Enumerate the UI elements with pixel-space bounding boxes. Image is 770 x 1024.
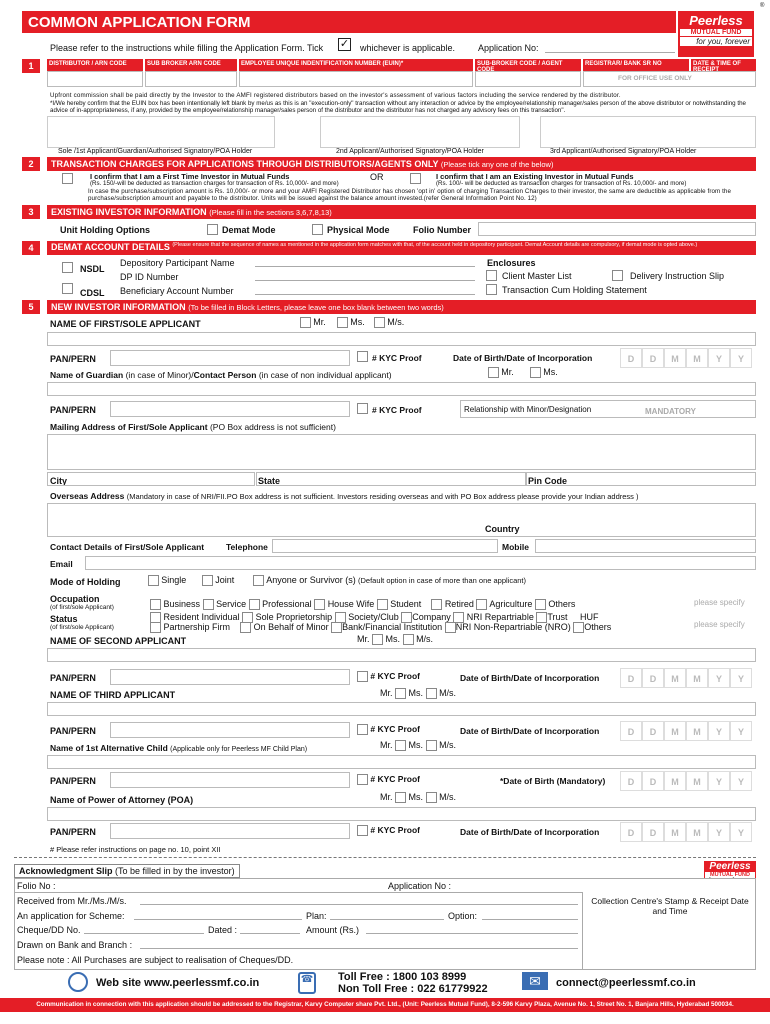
- logo-block: [678, 11, 754, 57]
- ack-dated: Dated :: [208, 925, 238, 935]
- distributor-arn-header: DISTRIBUTOR / ARN CODE: [47, 59, 143, 71]
- mailing-address-field[interactable]: [47, 434, 756, 470]
- application-no-field[interactable]: [545, 52, 675, 53]
- tchs-checkbox[interactable]: [486, 284, 497, 295]
- guardian-pan-field[interactable]: [110, 401, 350, 417]
- logo-tagline: for you, forever: [680, 37, 752, 46]
- phone-icon: ☎: [298, 972, 316, 994]
- website-label[interactable]: Web site www.peerlessmf.co.in: [96, 977, 260, 989]
- telephone-field[interactable]: [272, 539, 498, 553]
- poa-pan-label: PAN/PERN: [50, 827, 96, 837]
- ack-stamp-divider: [582, 892, 583, 970]
- ack-logo-sub: MUTUAL FUND: [705, 872, 755, 878]
- or-label: OR: [370, 172, 384, 182]
- second-pan-field[interactable]: [110, 669, 350, 685]
- ack-option: Option:: [448, 911, 478, 921]
- demat-account-title: DEMAT ACCOUNT DETAILS: [51, 242, 170, 252]
- demat-mode-checkbox[interactable]: [207, 224, 218, 235]
- title-mss-label: M/s.: [387, 317, 405, 327]
- ack-drawn-field[interactable]: [140, 948, 578, 949]
- guardian-kyc-checkbox[interactable]: [357, 403, 368, 414]
- first-time-note: (Rs. 150/-will be deducted as transaction charges for transaction of Rs. 10,000/- and more): [90, 180, 339, 187]
- pan-label: PAN/PERN: [50, 354, 96, 364]
- ack-amount-field[interactable]: [366, 933, 578, 934]
- demat-account-header: [47, 241, 756, 255]
- ack-scheme-field[interactable]: [134, 919, 302, 920]
- city-label: City: [50, 476, 68, 486]
- single-checkbox[interactable]: Single: [148, 575, 186, 586]
- title-ms-label: Ms.: [350, 317, 365, 327]
- occupation-options[interactable]: Business Service Professional House Wife Student Retired Agriculture Others: [150, 599, 575, 610]
- ack-app-no[interactable]: Application No :: [388, 881, 452, 891]
- new-investor-header: [47, 300, 756, 314]
- kyc-checkbox[interactable]: [357, 351, 368, 362]
- pin-code-field[interactable]: [526, 472, 756, 486]
- ack-plan-field[interactable]: [330, 919, 444, 920]
- dp-name-field[interactable]: [255, 266, 475, 267]
- signature-label-2: 2nd Applicant/Authorised Signatory/POA Holder: [336, 148, 484, 155]
- relationship-label: Relationship with Minor/Designation: [464, 405, 592, 414]
- nsdl-checkbox[interactable]: [62, 262, 73, 273]
- first-applicant-label: NAME OF FIRST/SOLE APPLICANT: [50, 319, 201, 329]
- form-title-bar: COMMON APPLICATION FORM: [22, 11, 676, 33]
- alt-child-label: Name of 1st Alternative Child (Applicable only for Peerless MF Child Plan): [50, 743, 308, 753]
- poa-dob-label: Date of Birth/Date of Incorporation: [460, 827, 600, 837]
- poa-name-field[interactable]: [47, 807, 756, 821]
- optout-note: In case the purchase/subscription amount is Rs. 10,000/- or more and your AMFI Registered Distributor has chosen 'opt in' option of charging Transaction Charges to their investor, the same are deductible as applicable from the purchase/subscription amount and payable to the distributor. Units will be issued against the balance amount invested.(refer General Information Point No. 12): [88, 188, 732, 202]
- existing-investor-title: EXISTING INVESTOR INFORMATION: [51, 207, 207, 217]
- office-use-label: FOR OFFICE USE ONLY: [618, 75, 692, 82]
- existing-investor-label: I confirm that I am an Existing Investor in Mutual Funds: [436, 172, 634, 181]
- delivery-slip-label: Delivery Instruction Slip: [630, 271, 725, 281]
- email-field[interactable]: [85, 556, 756, 570]
- ack-title: Acknowledgment Slip (To be filled in by the investor): [14, 864, 240, 878]
- kyc-footnote: # Please refer instructions on page no. 10, point XII: [50, 845, 221, 854]
- poa-title-options[interactable]: Mr. Ms. M/s.: [380, 792, 457, 802]
- tchs-label: Transaction Cum Holding Statement: [502, 285, 647, 295]
- contact-label: Contact Details of First/Sole Applicant: [50, 542, 205, 552]
- signature-box-1[interactable]: [47, 116, 275, 148]
- mobile-field[interactable]: [535, 539, 756, 553]
- distributor-arn-field[interactable]: [47, 71, 143, 87]
- status-sub: (of first/sole Applicant): [50, 624, 114, 631]
- application-no-label: Application No:: [478, 43, 539, 53]
- globe-icon: [68, 972, 88, 992]
- demat-account-note: (Please ensure that the sequence of names as mentioned in the application form matches with that, of the account held in depository participant. Demat Account details are compulsory, if demat mode is opted above.): [172, 242, 698, 248]
- mobile-label: Mobile: [502, 542, 529, 552]
- alt-child-name-field[interactable]: [47, 755, 756, 769]
- first-time-checkbox[interactable]: [62, 173, 73, 184]
- ack-dated-field[interactable]: [240, 933, 300, 934]
- enclosures-label: Enclosures: [487, 258, 536, 268]
- poa-label: Name of Power of Attorney (POA): [50, 795, 194, 805]
- alt-child-dob-label: *Date of Birth (Mandatory): [500, 776, 606, 786]
- first-applicant-name-field[interactable]: [47, 332, 756, 346]
- alt-child-kyc[interactable]: # KYC Proof: [357, 774, 420, 785]
- folio-number-label: Folio Number: [413, 225, 471, 235]
- ack-folio[interactable]: Folio No :: [17, 881, 56, 891]
- ack-cheque-field[interactable]: [84, 933, 204, 934]
- telephone-label: Telephone: [226, 542, 268, 552]
- section-number: 2: [22, 157, 40, 171]
- sub-broker-code-header: SUB-BROKER CODE / AGENT CODE: [475, 59, 581, 71]
- title-mr-checkbox[interactable]: [300, 317, 326, 328]
- sub-broker-code-field[interactable]: [475, 71, 581, 87]
- state-field[interactable]: [256, 472, 526, 486]
- dob-label: Date of Birth/Date of Incorporation: [453, 353, 593, 363]
- second-applicant-name-field[interactable]: [47, 648, 756, 662]
- alt-child-title-options[interactable]: Mr. Ms. M/s.: [380, 740, 457, 750]
- second-kyc[interactable]: # KYC Proof: [357, 671, 420, 682]
- signature-box-2[interactable]: [320, 116, 520, 148]
- pin-code-label: Pin Code: [528, 476, 568, 486]
- physical-mode-label: Physical Mode: [327, 225, 390, 235]
- second-applicant-label: NAME OF SECOND APPLICANT: [50, 636, 187, 646]
- client-master-checkbox[interactable]: [486, 270, 497, 281]
- third-dob-field[interactable]: D D M M Y Y: [620, 721, 752, 741]
- toll-free-label: Toll Free : 1800 103 8999: [338, 971, 467, 983]
- joint-checkbox[interactable]: Joint: [202, 575, 234, 586]
- ack-logo-name: Peerless: [709, 861, 751, 872]
- alt-child-dob-field[interactable]: D D M M Y Y: [620, 771, 752, 791]
- first-time-label: I confirm that I am a First Time Investor in Mutual Funds: [90, 172, 290, 181]
- state-label: State: [258, 476, 281, 486]
- registrar-bar: Communication in connection with this application should be addressed to the Registrar, Karvy Computer share Pvt. Ltd., (Unit: Peerless Mutual Fund), 8-2-596 Karvy Plaza, Avenue No. 1, Street No. 1, Banjara Hills, Hyderabad 500034.: [0, 998, 770, 1012]
- signature-box-3[interactable]: [540, 116, 756, 148]
- ack-received: Received from Mr./Ms./M/s.: [17, 896, 127, 906]
- date-time-receipt-header: DATE & TIME OF RECEIPT: [691, 59, 756, 71]
- poa-kyc[interactable]: # KYC Proof: [357, 825, 420, 836]
- poa-dob-field[interactable]: D D M M Y Y: [620, 822, 752, 842]
- email-icon: ✉: [522, 972, 548, 990]
- existing-investor-header: [47, 205, 756, 219]
- form-instruction: Please refer to the instructions while filling the Application Form. Tick: [50, 43, 324, 53]
- euin-declaration: *I/We hereby confirm that the EUIN box has been intentionally left blank by me/us as this is an "execution-only" transaction without any interaction or advice by the employee/relationship manager/sales person of the above distributor or notwithstanding the advice of in-appropriateness, if any, provided by the employee/relationship manager/sales person of the distributor and the distributor has not charged any advisory fees on this transaction".: [50, 100, 746, 114]
- guardian-mr-checkbox[interactable]: Mr.: [488, 367, 514, 378]
- please-specify-1: please specify: [694, 598, 745, 607]
- mode-holding-label: Mode of Holding: [50, 577, 121, 587]
- section-number: 3: [22, 205, 40, 219]
- title-mr-label: Mr.: [313, 317, 326, 327]
- section-number: 1: [22, 59, 40, 73]
- euin-header: EMPLOYEE UNIQUE INDENTIFICATION NUMBER (EUIN)*: [239, 59, 473, 71]
- email-label: Email: [50, 559, 73, 569]
- alt-child-pan-label: PAN/PERN: [50, 776, 96, 786]
- ack-received-field[interactable]: [140, 904, 578, 905]
- anyone-survivor-checkbox[interactable]: Anyone or Survivor (s) (Default option in case of more than one applicant): [253, 575, 526, 586]
- upfront-commission-note: Upfront commission shall be paid directly by the Investor to the AMFI registered distributors based on the investor's assessment of various factors including the service rendered by the distributor.: [50, 92, 621, 99]
- occupation-label: Occupation: [50, 594, 100, 604]
- logo-sub: MUTUAL FUND: [680, 29, 752, 36]
- guardian-pan-label: PAN/PERN: [50, 405, 96, 415]
- registrar-bank-header: REGISTRAR/ BANK SR NO: [583, 59, 689, 71]
- ack-drawn: Drawn on Bank and Branch :: [17, 940, 133, 950]
- third-pan-label: PAN/PERN: [50, 726, 96, 736]
- new-investor-title: NEW INVESTOR INFORMATION: [51, 302, 186, 312]
- section-number: 5: [22, 300, 40, 314]
- ack-stamp-label: Collection Centre's Stamp & Receipt Date and Time: [591, 896, 749, 916]
- new-investor-note: (To be filled in Block Letters, please leave one box blank between two words): [188, 303, 444, 312]
- cdsl-label: CDSL: [80, 288, 105, 298]
- please-specify-2: please specify: [694, 620, 745, 629]
- third-title-options[interactable]: Mr. Ms. M/s.: [380, 688, 457, 698]
- section-number: 4: [22, 241, 40, 255]
- dob-field[interactable]: D D M M Y Y: [620, 348, 752, 368]
- signature-label-1: Sole /1st Applicant/Guardian/Authorised Signatory/POA Holder: [58, 148, 253, 155]
- kyc-label: # KYC Proof: [372, 353, 422, 363]
- third-pan-field[interactable]: [110, 722, 350, 738]
- city-field[interactable]: [47, 472, 255, 486]
- third-kyc[interactable]: # KYC Proof: [357, 724, 420, 735]
- existing-investor-note: (Please fill in the sections 3,6,7,8,13): [209, 208, 332, 217]
- guardian-ms-checkbox[interactable]: Ms.: [530, 367, 558, 378]
- ack-divider: [14, 892, 582, 893]
- title-mss-checkbox[interactable]: [374, 317, 404, 328]
- beneficiary-field[interactable]: [255, 294, 475, 295]
- ack-amount: Amount (Rs.): [306, 925, 360, 935]
- occupation-sub: (of first/sole Applicant): [50, 604, 114, 611]
- ack-option-field[interactable]: [482, 919, 578, 920]
- pan-field[interactable]: [110, 350, 350, 366]
- logo-name: Peerless: [689, 13, 743, 28]
- third-dob-label: Date of Birth/Date of Incorporation: [460, 726, 600, 736]
- ack-note: Please note : All Purchases are subject to realisation of Cheques/DD.: [17, 955, 294, 965]
- third-applicant-name-field[interactable]: [47, 702, 756, 716]
- email-contact-label[interactable]: connect@peerlessmf.co.in: [556, 977, 696, 989]
- dp-name-label: Depository Participant Name: [120, 258, 235, 268]
- ack-plan: Plan:: [306, 911, 327, 921]
- euin-field[interactable]: [239, 71, 473, 87]
- sub-broker-arn-field[interactable]: [145, 71, 237, 87]
- ack-cheque: Cheque/DD No.: [17, 925, 81, 935]
- signature-label-3: 3rd Applicant/Authorised Signatory/POA Holder: [550, 148, 697, 155]
- existing-investor-note: (Rs. 100/- will be deducted as transaction charges for transaction of Rs. 10,000/- and more): [436, 180, 687, 187]
- guardian-name-field[interactable]: [47, 382, 756, 396]
- client-master-label: Client Master List: [502, 271, 572, 281]
- title-ms-checkbox[interactable]: [337, 317, 365, 328]
- transaction-charges-title: TRANSACTION CHARGES FOR APPLICATIONS THROUGH DISTRIBUTORS/AGENTS ONLY: [51, 159, 439, 169]
- transaction-charges-note: (Please tick any one of the below): [440, 160, 554, 169]
- overseas-address-label: Overseas Address (Mandatory in case of NRI/FII.PO Box address is not sufficient. Investors residing overseas and with PO Box address please provide your Indian address ): [50, 491, 639, 501]
- existing-investor-checkbox[interactable]: [410, 173, 421, 184]
- third-applicant-label: NAME OF THIRD APPLICANT: [50, 690, 176, 700]
- poa-pan-field[interactable]: [110, 823, 350, 839]
- second-dob-label: Date of Birth/Date of Incorporation: [460, 673, 600, 683]
- transaction-charges-header: [47, 157, 756, 171]
- second-dob-field[interactable]: D D M M Y Y: [620, 668, 752, 688]
- nsdl-label: NSDL: [80, 264, 105, 274]
- physical-mode-checkbox[interactable]: [312, 224, 323, 235]
- status-label: Status: [50, 614, 78, 624]
- demat-mode-label: Demat Mode: [222, 225, 276, 235]
- second-pan-label: PAN/PERN: [50, 673, 96, 683]
- mandatory-label: MANDATORY: [645, 407, 696, 416]
- distributor-header-row: [47, 59, 756, 71]
- registered-mark: ®: [760, 3, 765, 9]
- status-row-2[interactable]: Partnership Firm On Behalf of Minor Bank/Financial Institution NRI Non-Repartriable (NRO) Others: [150, 622, 611, 633]
- dp-id-field[interactable]: [255, 280, 475, 281]
- form-instruction-suffix: whichever is applicable.: [360, 43, 456, 53]
- overseas-address-field[interactable]: [47, 503, 756, 537]
- cut-line: [14, 857, 756, 858]
- status-row-1[interactable]: Resident Individual Sole Proprietorship Society/Club Company NRI Repartriable Trust HUF: [150, 612, 599, 623]
- cdsl-checkbox[interactable]: [62, 283, 73, 294]
- dp-id-label: DP ID Number: [120, 272, 179, 282]
- folio-number-field[interactable]: [478, 222, 756, 236]
- country-label: Country: [485, 524, 520, 534]
- non-toll-free-label: Non Toll Free : 022 61779922: [338, 983, 488, 995]
- delivery-slip-checkbox[interactable]: [612, 270, 623, 281]
- beneficiary-label: Beneficiary Account Number: [120, 286, 234, 296]
- guardian-label: Name of Guardian (in case of Minor)/Contact Person (in case of non individual applicant): [50, 370, 392, 380]
- tick-box-icon: ✓: [339, 38, 350, 50]
- alt-child-pan-field[interactable]: [110, 772, 350, 788]
- sub-broker-arn-header: SUB BROKER ARN CODE: [145, 59, 237, 71]
- ack-scheme: An application for Scheme:: [17, 911, 125, 921]
- guardian-kyc-label: # KYC Proof: [372, 405, 422, 415]
- mailing-address-label: Mailing Address of First/Sole Applicant (PO Box address is not sufficient): [50, 422, 336, 432]
- unit-holding-label: Unit Holding Options: [60, 225, 150, 235]
- second-title-options[interactable]: Mr. Ms. M/s.: [357, 634, 434, 644]
